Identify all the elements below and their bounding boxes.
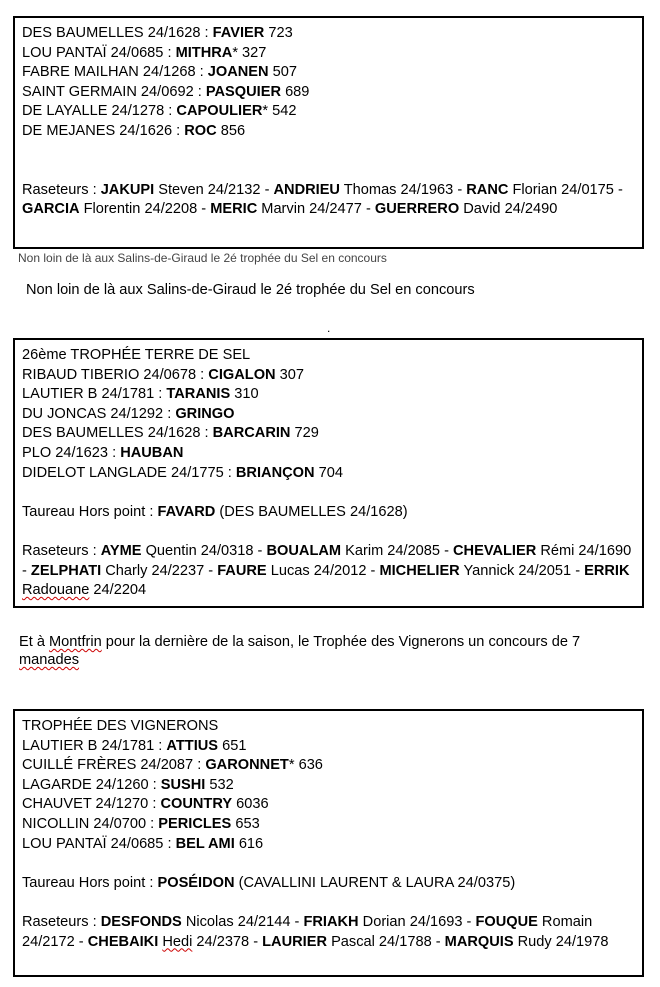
hors-point-line: Taureau Hors point : POSÉIDON (CAVALLINI LAURENT & LAURA 24/0375) (22, 874, 516, 891)
result-line: FABRE MAILHAN 24/1268 : JOANEN 507 (22, 64, 297, 81)
result-line: DE MEJANES 24/1626 : ROC 856 (22, 122, 246, 139)
result-line: DE LAYALLE 24/1278 : CAPOULIER* 542 (22, 103, 297, 120)
result-line: CUILLÉ FRÈRES 24/2087 : GARONNET* 636 (22, 757, 323, 774)
result-box-2 (13, 338, 644, 608)
trophy-title: 26ème TROPHÉE TERRE DE SEL (22, 347, 251, 363)
stray-dot: . (327, 321, 331, 335)
result-line: DIDELOT LANGLADE 24/1775 : BRIANÇON 704 (22, 464, 343, 481)
result-line: PLO 24/1623 : HAUBAN (22, 444, 184, 461)
result-line: CHAUVET 24/1270 : COUNTRY 6036 (22, 796, 269, 813)
result-box-3 (13, 709, 644, 977)
raseteurs-paragraph: Raseteurs : AYME Quentin 24/0318 - BOUALAM Karim 24/2085 - CHEVALIER Rémi 24/1690 - ZELPHATI Charly 24/2237 - FAURE Lucas 24/2012 - MICHELIER Yannick 24/2051 - ERRIK Radouane 24/2204 (22, 542, 632, 599)
trophy-title: TROPHÉE DES VIGNERONS (22, 718, 219, 734)
result-line: LAGARDE 24/1260 : SUSHI 532 (22, 776, 234, 793)
result-line: NICOLLIN 24/0700 : PERICLES 653 (22, 815, 260, 832)
result-line: DES BAUMELLES 24/1628 : BARCARIN 729 (22, 425, 319, 442)
raseteurs-paragraph: Raseteurs : DESFONDS Nicolas 24/2144 - FRIAKH Dorian 24/1693 - FOUQUE Romain 24/2172 - CHEBAIKI Hedi 24/2378 - LAURIER Pascal 24/1788 - MARQUIS Rudy 24/1978 (22, 913, 609, 950)
paragraph-montfrin: Et à Montfrin pour la dernière de la saison, le Trophée des Vignerons un concours de 7 manades (19, 634, 581, 668)
result-line: SAINT GERMAIN 24/0692 : PASQUIER 689 (22, 83, 310, 100)
result-line: LOU PANTAÏ 24/0685 : BEL AMI 616 (22, 835, 264, 852)
result-line: LAUTIER B 24/1781 : ATTIUS 651 (22, 737, 247, 754)
result-box-1 (13, 16, 644, 249)
result-line: DU JONCAS 24/1292 : GRINGO (22, 405, 235, 422)
raseteurs-paragraph: Raseteurs : JAKUPI Steven 24/2132 - ANDRIEU Thomas 24/1963 - RANC Florian 24/0175 - GARCIA Florentin 24/2208 - MERIC Marvin 24/2477 - GUERRERO David 24/2490 (22, 181, 623, 218)
hors-point-line: Taureau Hors point : FAVARD (DES BAUMELLES 24/1628) (22, 503, 408, 520)
result-line: LAUTIER B 24/1781 : TARANIS 310 (22, 386, 259, 403)
paragraph-salins: Non loin de là aux Salins-de-Giraud le 2é trophée du Sel en concours (26, 282, 475, 298)
result-line: LOU PANTAÏ 24/0685 : MITHRA* 327 (22, 44, 267, 61)
clipped-text-line: Non loin de là aux Salins-de-Giraud le 2é trophée du Sel en concours (18, 251, 387, 265)
result-line: RIBAUD TIBERIO 24/0678 : CIGALON 307 (22, 366, 304, 383)
result-line: DES BAUMELLES 24/1628 : FAVIER 723 (22, 25, 293, 41)
